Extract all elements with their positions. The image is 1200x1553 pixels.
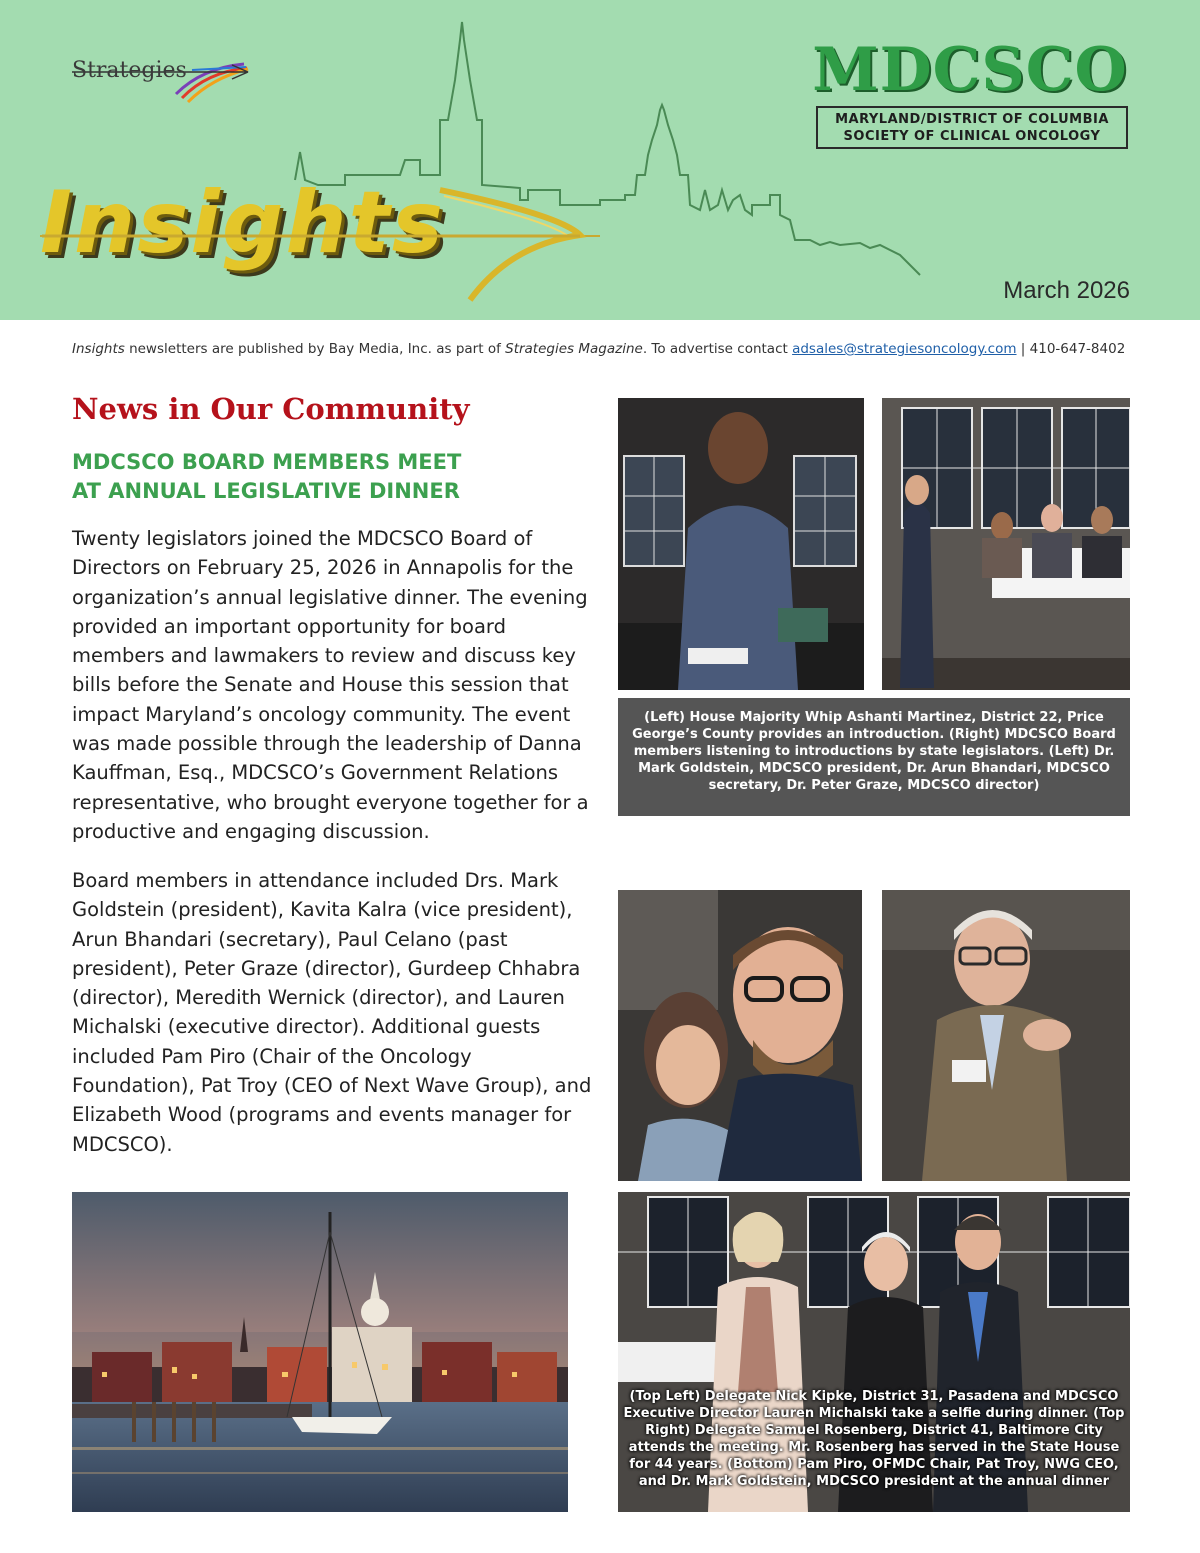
photo-delegate-martinez-introduction	[618, 398, 864, 690]
caption-top-photos: (Left) House Majority Whip Ashanti Martinez, District 22, Price George’s County provides an introduction. (Right) MDCSCO Board members listening to introductions by state legislators. (Left) Dr. Mark Goldstein, MDCSCO president, Dr. Arun Bhandari, MDCSCO secretary, Dr. Peter Graze, MDCSCO director)	[618, 698, 1130, 816]
headline-line-1: MDCSCO BOARD MEMBERS MEET	[72, 450, 462, 474]
advertising-phone: | 410-647-8402	[1016, 341, 1126, 357]
advertising-email-link[interactable]: adsales@strategiesoncology.com	[792, 341, 1017, 357]
publisher-text-1: newsletters are published by Bay Media, Inc. as part of	[124, 341, 506, 357]
publication-name: Insights	[72, 341, 125, 357]
publisher-text-2: . To advertise contact	[642, 341, 793, 357]
masthead	[0, 0, 1200, 320]
strategies-logo-text: Strategies	[72, 58, 187, 83]
mdcsco-logo	[810, 35, 1130, 150]
photo-delegate-rosenberg	[882, 890, 1130, 1181]
mdcsco-name-line-2: SOCIETY OF CLINICAL ONCOLOGY	[843, 129, 1101, 144]
strategies-logo	[72, 50, 262, 110]
issue-date: March 2026	[1003, 277, 1130, 304]
mdcsco-full-name	[816, 106, 1128, 149]
insights-logo-text: Insights	[40, 173, 445, 273]
headline-line-2: AT ANNUAL LEGISLATIVE DINNER	[72, 479, 460, 503]
publisher-line	[72, 341, 1152, 357]
mdcsco-acronym: MDCSCO	[812, 35, 1128, 105]
mdcsco-name-line-1: MARYLAND/DISTRICT OF COLUMBIA	[835, 112, 1109, 127]
photo-board-members-listening	[882, 398, 1130, 690]
article-paragraph-1: Twenty legislators joined the MDCSCO Board of Directors on February 25, 2026 in Annapolis for the organization’s annual legislative dinner. The evening provided an important opportunity for board members and lawmakers to review and discuss key bills before the Senate and House this session that impact Maryland’s oncology community. The event was made possible through the leadership of Danna Kauffman, Esq., MDCSCO’s Government Relations representative, who brought everyone together for a productive and engaging discussion.	[72, 527, 589, 843]
insights-logo	[40, 160, 600, 310]
section-title: News in Our Community	[72, 392, 470, 426]
photo-kipke-michalski-selfie	[618, 890, 862, 1181]
article-paragraph-2: Board members in attendance included Drs. Mark Goldstein (president), Kavita Kalra (vice president), Arun Bhandari (secretary), Paul Celano (past president), Peter Graze (director), Gurdeep Chhabra (director), Meredith Wernick (director), and Lauren Michalski (executive director). Additional guests included Pam Piro (Chair of the Oncology Foundation), Pat Troy (CEO of Next Wave Group), and Elizabeth Wood (programs and events manager for MDCSCO).	[72, 869, 592, 1156]
annapolis-harbor-photo	[72, 1192, 568, 1512]
article-headline	[72, 448, 592, 506]
magazine-name: Strategies Magazine	[505, 341, 643, 357]
caption-bottom-photos: (Top Left) Delegate Nick Kipke, District 31, Pasadena and MDCSCO Executive Director Lauren Michalski take a selfie during dinner. (Top Right) Delegate Samuel Rosenberg, District 41, Baltimore City attends the meeting. Mr. Rosenberg has served in the State House for 44 years. (Bottom) Pam Piro, OFMDC Chair, Pat Troy, NWG CEO, and Dr. Mark Goldstein, MDCSCO president at the annual dinner	[623, 1389, 1125, 1489]
